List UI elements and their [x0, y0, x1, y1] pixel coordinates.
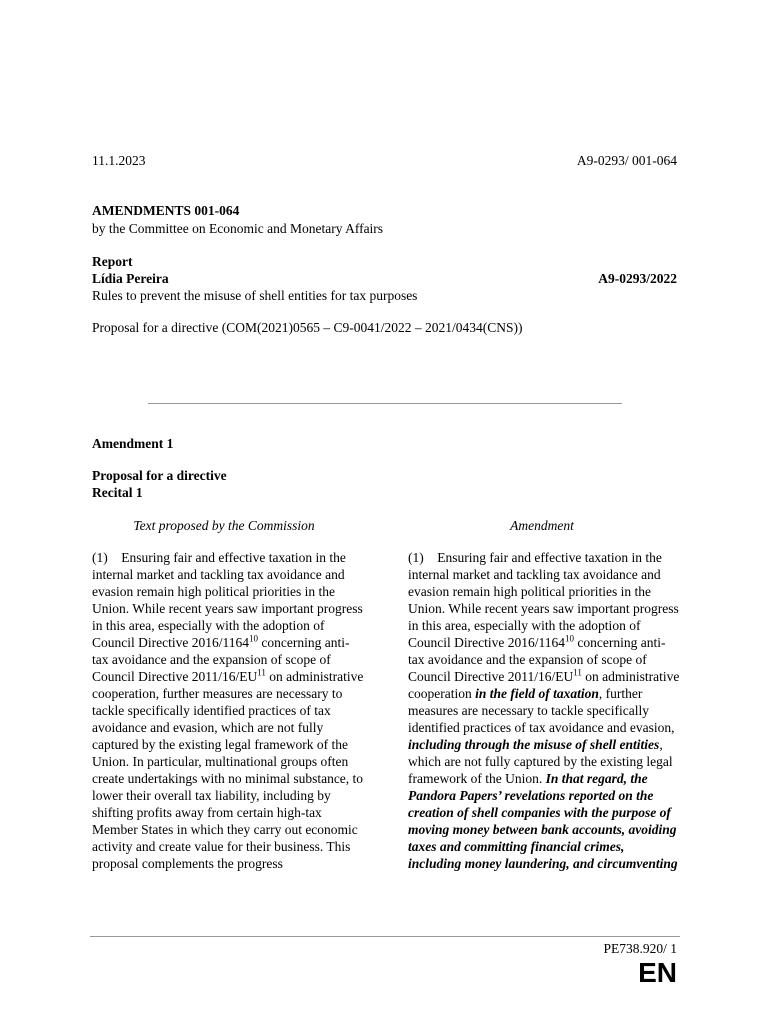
commission-text-part3: on administrative cooperation, further measures are necessary to tackle specifically identified practices of tax avoidance and evasion, which are not fully captured by the existing legal framework of the Union. In particular, multinational groups often create undertakings with no minimal substance, to lower their overall tax liability, including by shifting profits away from certain high-tax Member States in which they carry out economic activity and create value for their business. This proposal complements the progress	[92, 669, 364, 871]
footnote-ref-10: 10	[564, 633, 574, 644]
amendment-text-part1: Ensuring fair and effective taxation in the internal market and tackling tax avoidance and evasion remain high political priorities in the Union. While recent years saw important progress in this area, especially with the adoption of Council Directive 2016/1164	[408, 550, 679, 650]
commission-text-part2: concerning anti-tax avoidance and the expansion of scope of Council Directive 2011/16/EU	[92, 635, 350, 684]
amendment-text-part3: on administrative cooperation	[408, 669, 680, 701]
amendment-text-part4: , further measures are necessary to tackle specifically identified practices of tax avoidance and evasion,	[408, 686, 675, 735]
rapporteur-name: Lídia Pereira	[92, 271, 169, 286]
proposal-label: Proposal for a directive	[92, 468, 227, 483]
amendment-insertion-3: In that regard, the Pandora Papers’ revelations reported on the creation of shell companies with the purpose of moving money between bank accounts, avoiding taxes and committing financial crimes, including money laundering, and circumventing	[408, 771, 678, 871]
amendments-title: AMENDMENTS 001-064	[92, 203, 240, 218]
paragraph-number: (1)	[408, 550, 424, 565]
amendment-insertion-1: in the field of taxation	[475, 686, 599, 701]
footer-line	[90, 936, 680, 937]
commission-text-part1: Ensuring fair and effective taxation in the internal market and tackling tax avoidance and evasion remain high political priorities in the Union. While recent years saw important progress in this area, especially with the adoption of Council Directive 2016/1164	[92, 550, 363, 650]
left-column-heading: Text proposed by the Commission	[133, 518, 315, 533]
amendment-text-part2: concerning anti-tax avoidance and the expansion of scope of Council Directive 2011/16/EU	[408, 635, 666, 684]
amendment-number: Amendment 1	[92, 436, 174, 451]
document-date: 11.1.2023	[92, 153, 146, 168]
amendment-text-part5: , which are not fully captured by the existing legal framework of the Union.	[408, 737, 673, 786]
footnote-ref-11: 11	[257, 667, 266, 678]
proposal-reference: Proposal for a directive (COM(2021)0565 – C9-0041/2022 – 2021/0434(CNS))	[92, 320, 523, 335]
report-title: Rules to prevent the misuse of shell entities for tax purposes	[92, 288, 418, 303]
amendment-text	[408, 549, 680, 872]
footnote-ref-11: 11	[573, 667, 582, 678]
separator-line	[148, 403, 622, 404]
recital-label: Recital 1	[92, 485, 143, 500]
commission-text	[92, 549, 364, 872]
page-reference: PE738.920/ 1	[603, 941, 677, 956]
committee-line: by the Committee on Economic and Monetary Affairs	[92, 221, 384, 236]
footnote-ref-10: 10	[248, 633, 258, 644]
report-label: Report	[92, 254, 133, 269]
amendment-insertion-2: including through the misuse of shell entities	[408, 737, 660, 752]
report-number: A9-0293/2022	[598, 271, 677, 286]
document-reference: A9-0293/ 001-064	[576, 153, 677, 168]
paragraph-number: (1)	[92, 550, 108, 565]
right-column-heading: Amendment	[510, 518, 574, 533]
language-code: EN	[638, 957, 677, 988]
